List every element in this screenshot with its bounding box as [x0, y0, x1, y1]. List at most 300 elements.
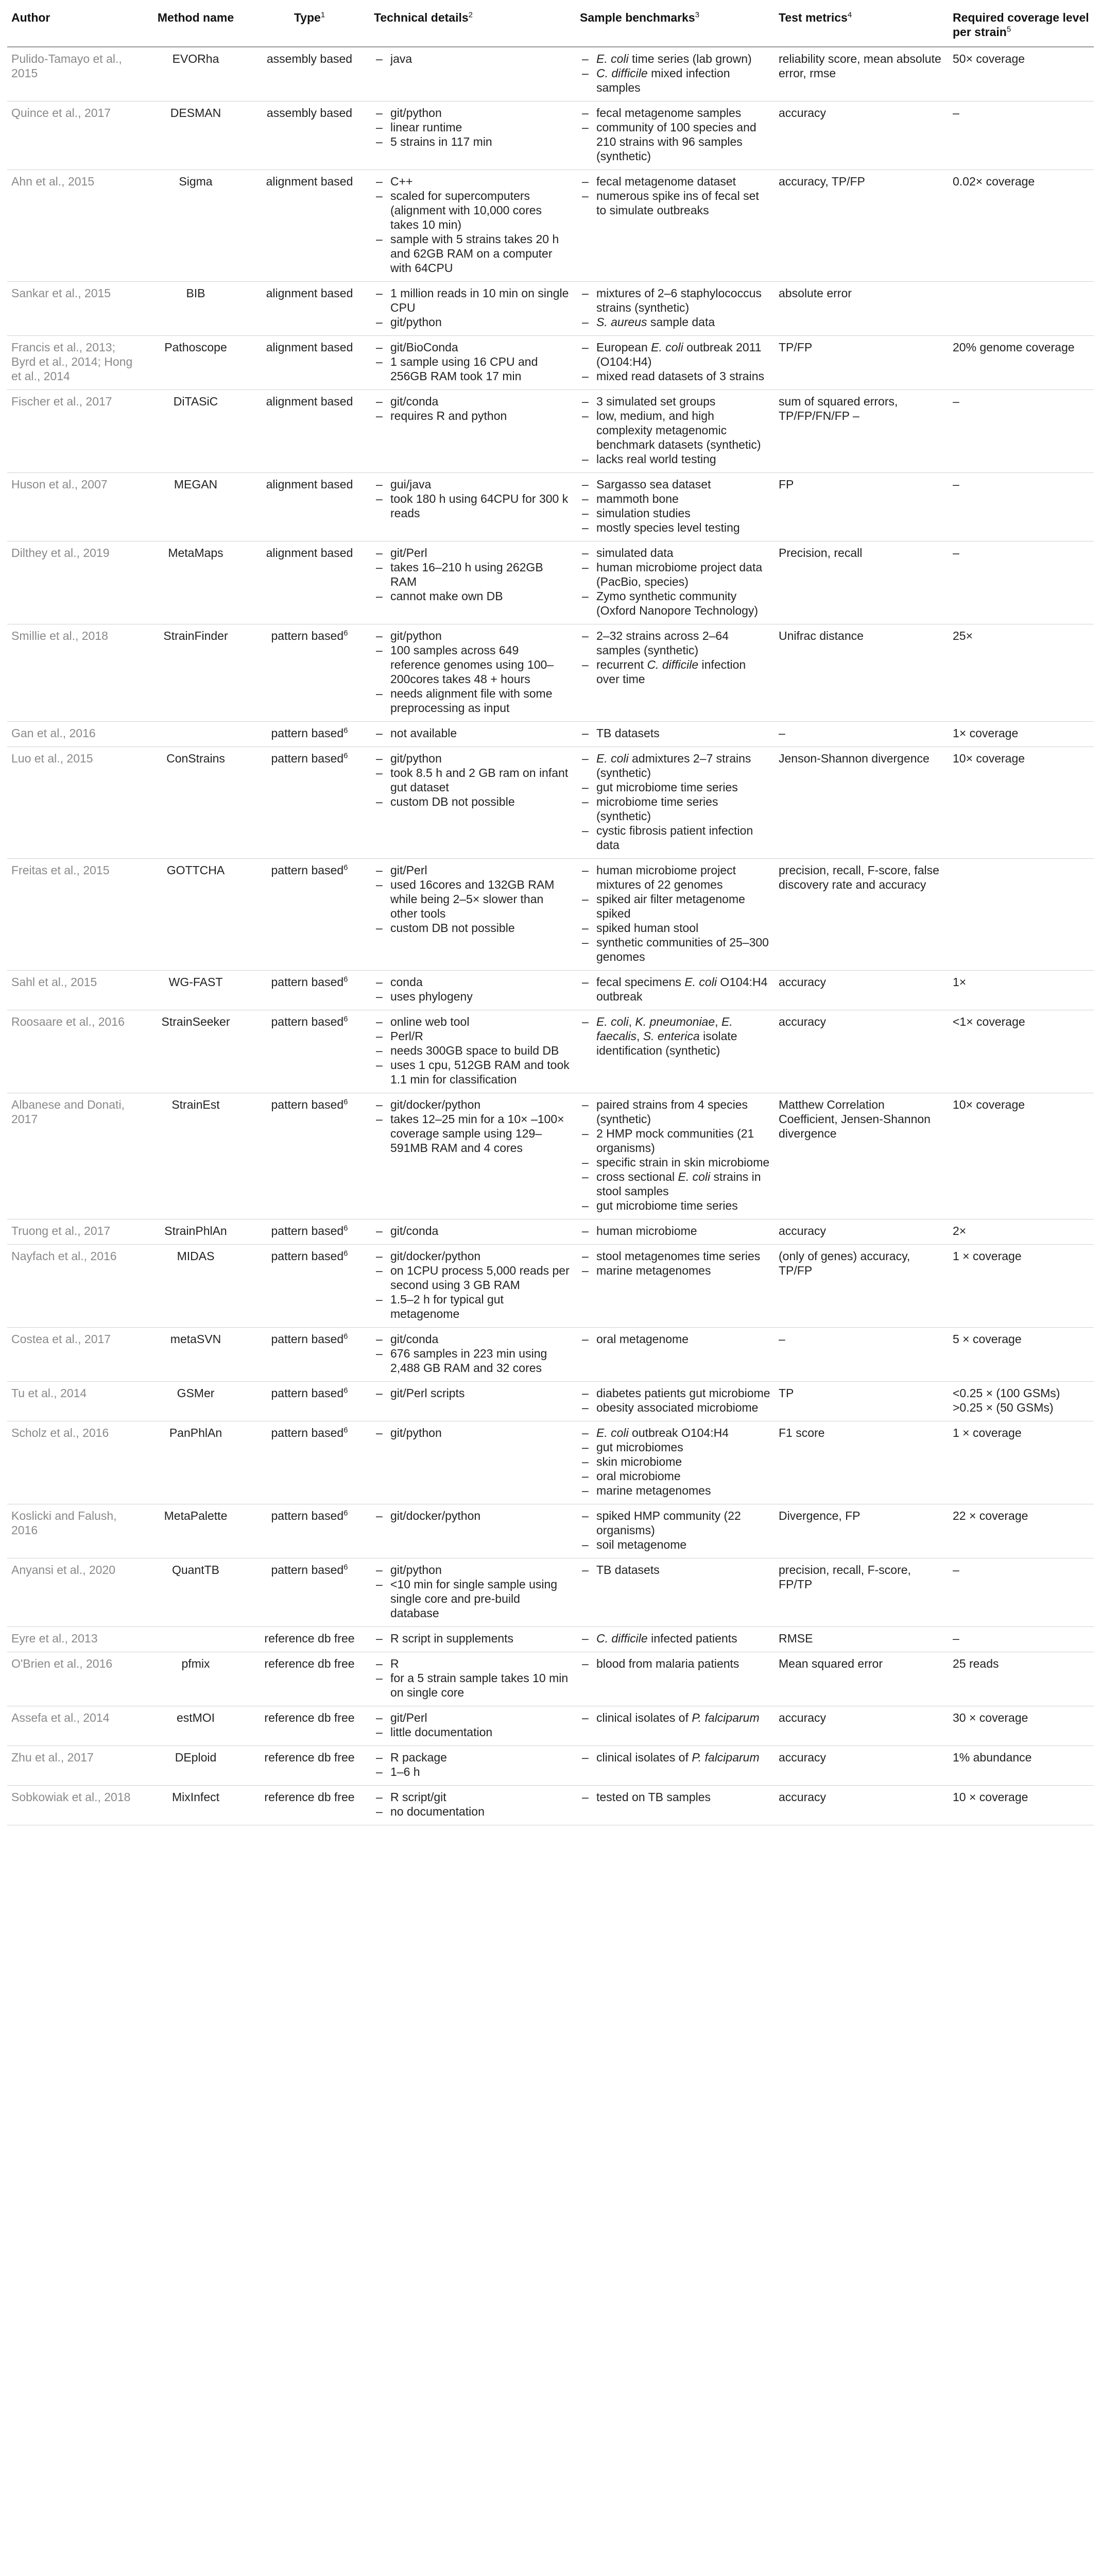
coverage-cell: –: [949, 1627, 1094, 1652]
benchmark-item: – stool metagenomes time series: [580, 1249, 770, 1263]
test-metrics-cell: Mean squared error: [775, 1652, 949, 1706]
technical-details-cell: [370, 47, 576, 101]
type-label: pattern based: [271, 1426, 344, 1439]
benchmark-item: – marine metagenomes: [580, 1263, 770, 1278]
sample-benchmarks-cell-list: [580, 106, 770, 163]
benchmark-item: – clinical isolates of P. falciparum: [580, 1750, 770, 1765]
technical-details-cell-list: [374, 1656, 572, 1700]
coverage-cell: 1% abundance: [949, 1746, 1094, 1786]
method-name-cell: [142, 1627, 249, 1652]
type-label: pattern based: [271, 1015, 344, 1028]
author-cell: Nayfach et al., 2016: [7, 1245, 142, 1328]
italic-taxon: E. coli: [684, 975, 717, 989]
type-cell: [249, 971, 370, 1010]
technical-details-cell-list: [374, 1014, 572, 1087]
technical-detail-item: – custom DB not possible: [374, 921, 572, 935]
header-technical-details: Technical details$^2$: [370, 0, 576, 47]
coverage-cell: 10 × coverage: [949, 1786, 1094, 1825]
benchmark-item: – mixed read datasets of 3 strains: [580, 369, 770, 383]
coverage-cell: [949, 282, 1094, 336]
benchmark-item: – mammoth bone: [580, 492, 770, 506]
type-label: pattern based: [271, 726, 344, 740]
technical-detail-item: – on 1CPU process 5,000 reads per second using 3 GB RAM: [374, 1263, 572, 1292]
author-cell: Scholz et al., 2016: [7, 1421, 142, 1504]
technical-details-cell-list: [374, 477, 572, 520]
italic-taxon: S. enterica: [643, 1029, 700, 1043]
test-metrics-cell: accuracy: [775, 1746, 949, 1786]
technical-details-cell-list: [374, 52, 572, 66]
technical-detail-item: – gui/java: [374, 477, 572, 492]
author-cell: Quince et al., 2017: [7, 101, 142, 170]
type-label: reference db free: [264, 1657, 355, 1670]
technical-detail-item: – uses phylogeny: [374, 989, 572, 1004]
technical-detail-item: – git/conda: [374, 1224, 572, 1238]
method-name-cell: BIB: [142, 282, 249, 336]
benchmark-item: – E. coli admixtures 2–7 strains (synthetic): [580, 751, 770, 780]
coverage-cell: 1×: [949, 971, 1094, 1010]
benchmark-item: – clinical isolates of P. falciparum: [580, 1710, 770, 1725]
technical-details-cell-list: [374, 1332, 572, 1375]
sample-benchmarks-cell: [576, 1421, 775, 1504]
type-footnote-marker: 6: [343, 726, 348, 735]
technical-detail-item: – 1 sample using 16 CPU and 256GB RAM took 17 min: [374, 354, 572, 383]
table-row: [7, 1093, 1094, 1219]
technical-detail-item: – not available: [374, 726, 572, 740]
benchmark-item: – oral metagenome: [580, 1332, 770, 1346]
type-label: assembly based: [266, 106, 353, 120]
type-label: assembly based: [266, 52, 353, 65]
type-label: pattern based: [271, 1098, 344, 1111]
table-row: [7, 1382, 1094, 1421]
type-label: alignment based: [266, 341, 353, 354]
benchmark-item: – E. coli outbreak O104:H4: [580, 1426, 770, 1440]
benchmark-item: – 2 HMP mock communities (21 organisms): [580, 1126, 770, 1155]
technical-details-cell-list: [374, 1509, 572, 1523]
sample-benchmarks-cell: [576, 1558, 775, 1627]
technical-details-cell: [370, 1328, 576, 1382]
table-row: [7, 747, 1094, 859]
type-footnote-marker: 6: [343, 975, 348, 984]
sample-benchmarks-cell: [576, 47, 775, 101]
italic-taxon: E. coli: [596, 752, 629, 765]
technical-detail-item: – custom DB not possible: [374, 794, 572, 809]
technical-details-cell: [370, 1219, 576, 1245]
coverage-cell: 30 × coverage: [949, 1706, 1094, 1746]
table-row: [7, 170, 1094, 282]
test-metrics-cell: accuracy: [775, 1786, 949, 1825]
table-row: [7, 971, 1094, 1010]
technical-detail-item: – uses 1 cpu, 512GB RAM and took 1.1 min for classification: [374, 1058, 572, 1087]
test-metrics-cell: precision, recall, F-score, false discovery rate and accuracy: [775, 859, 949, 971]
table-row: [7, 1627, 1094, 1652]
test-metrics-cell: absolute error: [775, 282, 949, 336]
header-row: [7, 0, 1094, 47]
coverage-cell: 22 × coverage: [949, 1504, 1094, 1558]
type-cell: [249, 390, 370, 473]
test-metrics-cell: –: [775, 1328, 949, 1382]
coverage-cell: –: [949, 541, 1094, 624]
method-name-cell: estMOI: [142, 1706, 249, 1746]
technical-details-cell-list: [374, 1790, 572, 1819]
sample-benchmarks-cell-list: [580, 1332, 770, 1346]
sample-benchmarks-cell-list: [580, 1249, 770, 1278]
method-name-cell: DiTASiC: [142, 390, 249, 473]
coverage-cell: 10× coverage: [949, 747, 1094, 859]
technical-detail-item: – R: [374, 1656, 572, 1671]
italic-taxon: C. difficile: [596, 66, 648, 80]
type-footnote-marker: 6: [343, 863, 348, 872]
type-label: alignment based: [266, 478, 353, 491]
benchmark-item: – synthetic communities of 25–300 genomes: [580, 935, 770, 964]
test-metrics-cell: F1 score: [775, 1421, 949, 1504]
sample-benchmarks-cell-list: [580, 1790, 770, 1804]
technical-details-cell: [370, 624, 576, 722]
table-row: [7, 1558, 1094, 1627]
type-cell: [249, 47, 370, 101]
table-body: [7, 47, 1094, 1825]
type-label: pattern based: [271, 1224, 344, 1238]
sample-benchmarks-cell: [576, 859, 775, 971]
sample-benchmarks-cell-list: [580, 477, 770, 535]
table-header: [7, 0, 1094, 47]
header-method-name: Method name: [142, 0, 249, 47]
test-metrics-cell: Divergence, FP: [775, 1504, 949, 1558]
technical-detail-item: – git/Perl: [374, 863, 572, 877]
technical-detail-item: – for a 5 strain sample takes 10 min on single core: [374, 1671, 572, 1700]
technical-detail-item: – git/python: [374, 106, 572, 120]
test-metrics-cell: accuracy: [775, 101, 949, 170]
italic-taxon: E. coli: [678, 1170, 711, 1183]
sample-benchmarks-cell: [576, 1786, 775, 1825]
technical-detail-item: – no documentation: [374, 1804, 572, 1819]
coverage-cell: <0.25 × (100 GSMs) >0.25 × (50 GSMs): [949, 1382, 1094, 1421]
author-cell: Koslicki and Falush, 2016: [7, 1504, 142, 1558]
benchmark-item: – simulated data: [580, 546, 770, 560]
type-cell: [249, 624, 370, 722]
table-row: [7, 1421, 1094, 1504]
type-cell: [249, 1421, 370, 1504]
test-metrics-cell: FP: [775, 473, 949, 541]
technical-details-cell-list: [374, 174, 572, 275]
type-label: reference db free: [264, 1711, 355, 1724]
method-name-cell: StrainSeeker: [142, 1010, 249, 1093]
coverage-cell: –: [949, 1558, 1094, 1627]
method-name-cell: [142, 722, 249, 747]
type-footnote-marker: 6: [343, 1249, 348, 1258]
type-footnote-marker: 6: [343, 1509, 348, 1518]
sample-benchmarks-cell: [576, 722, 775, 747]
type-cell: [249, 1328, 370, 1382]
technical-details-cell: [370, 282, 576, 336]
technical-detail-item: – R script/git: [374, 1790, 572, 1804]
technical-details-cell-list: [374, 1563, 572, 1620]
benchmark-item: – skin microbiome: [580, 1454, 770, 1469]
coverage-cell: 2×: [949, 1219, 1094, 1245]
table-row: [7, 47, 1094, 101]
benchmark-item: – recurrent C. difficile infection over time: [580, 657, 770, 686]
technical-detail-item: – 5 strains in 117 min: [374, 134, 572, 149]
type-cell: [249, 1746, 370, 1786]
method-name-cell: DEploid: [142, 1746, 249, 1786]
method-name-cell: DESMAN: [142, 101, 249, 170]
benchmark-item: – E. coli time series (lab grown): [580, 52, 770, 66]
author-cell: Huson et al., 2007: [7, 473, 142, 541]
benchmark-item: – TB datasets: [580, 1563, 770, 1577]
test-metrics-cell: TP: [775, 1382, 949, 1421]
coverage-cell: 5 × coverage: [949, 1328, 1094, 1382]
benchmark-item: – C. difficile infected patients: [580, 1631, 770, 1646]
type-label: pattern based: [271, 1332, 344, 1346]
method-name-cell: WG-FAST: [142, 971, 249, 1010]
technical-detail-item: – sample with 5 strains takes 20 h and 62GB RAM on a computer with 64CPU: [374, 232, 572, 275]
sample-benchmarks-cell: [576, 747, 775, 859]
type-label: pattern based: [271, 1386, 344, 1400]
type-label: pattern based: [271, 863, 344, 877]
italic-taxon: P. falciparum: [692, 1711, 760, 1724]
technical-detail-item: – 1.5–2 h for typical gut metagenome: [374, 1292, 572, 1321]
sample-benchmarks-cell: [576, 1093, 775, 1219]
coverage-cell: –: [949, 101, 1094, 170]
italic-taxon: P. falciparum: [692, 1751, 760, 1764]
author-cell: Ahn et al., 2015: [7, 170, 142, 282]
type-cell: [249, 859, 370, 971]
technical-details-cell: [370, 390, 576, 473]
type-cell: [249, 1706, 370, 1746]
type-footnote-marker: 6: [343, 629, 348, 638]
test-metrics-cell: sum of squared errors, TP/FP/FN/FP –: [775, 390, 949, 473]
technical-details-cell-list: [374, 1750, 572, 1779]
sample-benchmarks-cell-list: [580, 1631, 770, 1646]
benchmark-item: – gut microbiome time series: [580, 780, 770, 794]
benchmark-item: – blood from malaria patients: [580, 1656, 770, 1671]
type-label: reference db free: [264, 1790, 355, 1804]
benchmark-item: – spiked human stool: [580, 921, 770, 935]
technical-details-cell: [370, 1245, 576, 1328]
table-row: [7, 1706, 1094, 1746]
technical-detail-item: – java: [374, 52, 572, 66]
header-author: Author: [7, 0, 142, 47]
benchmark-item: – obesity associated microbiome: [580, 1400, 770, 1415]
type-label: alignment based: [266, 395, 353, 408]
technical-details-cell: [370, 1706, 576, 1746]
header-type: Type$^1$: [249, 0, 370, 47]
sample-benchmarks-cell: [576, 336, 775, 390]
sample-benchmarks-cell: [576, 1706, 775, 1746]
method-name-cell: GSMer: [142, 1382, 249, 1421]
test-metrics-cell: accuracy: [775, 1706, 949, 1746]
coverage-cell: [949, 859, 1094, 971]
sample-benchmarks-cell-list: [580, 1224, 770, 1238]
method-name-cell: MixInfect: [142, 1786, 249, 1825]
benchmark-item: – fecal metagenome dataset: [580, 174, 770, 189]
technical-details-cell-list: [374, 546, 572, 603]
author-cell: Pulido-Tamayo et al., 2015: [7, 47, 142, 101]
coverage-cell: –: [949, 390, 1094, 473]
technical-detail-item: – 1–6 h: [374, 1765, 572, 1779]
benchmark-item: – spiked HMP community (22 organisms): [580, 1509, 770, 1537]
table-row: [7, 1504, 1094, 1558]
type-footnote-marker: 6: [343, 1097, 348, 1107]
technical-detail-item: – took 180 h using 64CPU for 300 k reads: [374, 492, 572, 520]
benchmark-item: – mixtures of 2–6 staphylococcus strains (synthetic): [580, 286, 770, 315]
benchmark-item: – spiked air filter metagenome spiked: [580, 892, 770, 921]
type-cell: [249, 101, 370, 170]
type-footnote-marker: 6: [343, 1386, 348, 1395]
technical-detail-item: – conda: [374, 975, 572, 989]
test-metrics-cell: reliability score, mean absolute error, rmse: [775, 47, 949, 101]
coverage-cell: 10× coverage: [949, 1093, 1094, 1219]
benchmark-item: – Sargasso sea dataset: [580, 477, 770, 492]
technical-details-cell: [370, 170, 576, 282]
technical-detail-item: – R script in supplements: [374, 1631, 572, 1646]
technical-detail-item: – git/conda: [374, 394, 572, 409]
technical-details-cell-list: [374, 1249, 572, 1321]
technical-detail-item: – git/python: [374, 1426, 572, 1440]
technical-detail-item: – <10 min for single sample using single core and pre-build database: [374, 1577, 572, 1620]
sample-benchmarks-cell-list: [580, 546, 770, 618]
author-cell: Sahl et al., 2015: [7, 971, 142, 1010]
technical-detail-item: – git/python: [374, 315, 572, 329]
italic-taxon: S. aureus: [596, 315, 647, 329]
method-name-cell: MIDAS: [142, 1245, 249, 1328]
sample-benchmarks-cell-list: [580, 1509, 770, 1552]
method-name-cell: MetaPalette: [142, 1504, 249, 1558]
italic-taxon: E. coli: [596, 52, 629, 65]
technical-detail-item: – takes 12–25 min for a 10× –100× coverage sample using 129–591MB RAM and 4 cores: [374, 1112, 572, 1155]
author-cell: Assefa et al., 2014: [7, 1706, 142, 1746]
method-name-cell: StrainFinder: [142, 624, 249, 722]
table-row: [7, 1219, 1094, 1245]
benchmark-item: – 3 simulated set groups: [580, 394, 770, 409]
type-cell: [249, 541, 370, 624]
benchmark-item: – 2–32 strains across 2–64 samples (synthetic): [580, 629, 770, 657]
test-metrics-cell: precision, recall, F-score, FP/TP: [775, 1558, 949, 1627]
test-metrics-cell: Matthew Correlation Coefficient, Jensen-Shannon divergence: [775, 1093, 949, 1219]
sample-benchmarks-cell: [576, 1746, 775, 1786]
method-name-cell: StrainPhlAn: [142, 1219, 249, 1245]
benchmark-item: – marine metagenomes: [580, 1483, 770, 1498]
author-cell: Freitas et al., 2015: [7, 859, 142, 971]
benchmark-item: – Zymo synthetic community (Oxford Nanopore Technology): [580, 589, 770, 618]
benchmark-item: – European E. coli outbreak 2011 (O104:H4): [580, 340, 770, 369]
benchmark-item: – soil metagenome: [580, 1537, 770, 1552]
technical-detail-item: – used 16cores and 132GB RAM while being 2–5× slower than other tools: [374, 877, 572, 921]
technical-details-cell-list: [374, 751, 572, 809]
author-cell: Sobkowiak et al., 2018: [7, 1786, 142, 1825]
method-name-cell: metaSVN: [142, 1328, 249, 1382]
test-metrics-cell: Precision, recall: [775, 541, 949, 624]
technical-detail-item: – git/conda: [374, 1332, 572, 1346]
technical-details-cell: [370, 1504, 576, 1558]
table-row: [7, 1010, 1094, 1093]
test-metrics-cell: TP/FP: [775, 336, 949, 390]
technical-details-cell: [370, 1382, 576, 1421]
sample-benchmarks-cell: [576, 541, 775, 624]
table-row: [7, 541, 1094, 624]
benchmark-item: – simulation studies: [580, 506, 770, 520]
technical-detail-item: – git/docker/python: [374, 1249, 572, 1263]
technical-detail-item: – requires R and python: [374, 409, 572, 423]
sample-benchmarks-cell-list: [580, 751, 770, 852]
method-name-cell: pfmix: [142, 1652, 249, 1706]
sample-benchmarks-cell-list: [580, 726, 770, 740]
benchmark-item: – gut microbiome time series: [580, 1198, 770, 1213]
benchmark-item: – lacks real world testing: [580, 452, 770, 466]
technical-details-cell: [370, 1010, 576, 1093]
type-footnote-marker: 6: [343, 751, 348, 760]
author-cell: Francis et al., 2013; Byrd et al., 2014; Hong et al., 2014: [7, 336, 142, 390]
table-row: [7, 859, 1094, 971]
sample-benchmarks-cell-list: [580, 1563, 770, 1577]
table-row: [7, 1245, 1094, 1328]
header-test-metrics: Test metrics$^4$: [775, 0, 949, 47]
type-cell: [249, 1093, 370, 1219]
author-cell: Costea et al., 2017: [7, 1328, 142, 1382]
technical-details-cell: [370, 1627, 576, 1652]
type-footnote-marker: 6: [343, 1426, 348, 1435]
benchmark-item: – human microbiome: [580, 1224, 770, 1238]
technical-details-cell-list: [374, 394, 572, 423]
type-cell: [249, 1010, 370, 1093]
type-cell: [249, 747, 370, 859]
test-metrics-cell: accuracy: [775, 1219, 949, 1245]
test-metrics-cell: Jenson-Shannon divergence: [775, 747, 949, 859]
sample-benchmarks-cell-list: [580, 174, 770, 217]
table-row: [7, 473, 1094, 541]
table-row: [7, 336, 1094, 390]
table-row: [7, 282, 1094, 336]
technical-details-cell: [370, 1786, 576, 1825]
benchmark-item: – C. difficile mixed infection samples: [580, 66, 770, 95]
table-row: [7, 390, 1094, 473]
italic-taxon: E. faecalis: [596, 1015, 733, 1043]
method-name-cell: PanPhlAn: [142, 1421, 249, 1504]
technical-details-cell: [370, 101, 576, 170]
method-name-cell: QuantTB: [142, 1558, 249, 1627]
benchmark-item: – cystic fibrosis patient infection data: [580, 823, 770, 852]
technical-detail-item: – little documentation: [374, 1725, 572, 1739]
technical-details-cell-list: [374, 1097, 572, 1155]
benchmark-item: – tested on TB samples: [580, 1790, 770, 1804]
italic-taxon: E. coli: [596, 1426, 629, 1439]
technical-details-cell: [370, 1421, 576, 1504]
method-name-cell: Sigma: [142, 170, 249, 282]
sample-benchmarks-cell: [576, 282, 775, 336]
author-cell: Anyansi et al., 2020: [7, 1558, 142, 1627]
benchmark-item: – cross sectional E. coli strains in stool samples: [580, 1170, 770, 1198]
benchmark-item: – fecal metagenome samples: [580, 106, 770, 120]
benchmark-item: – paired strains from 4 species (synthetic): [580, 1097, 770, 1126]
technical-details-cell-list: [374, 1224, 572, 1238]
benchmark-item: – S. aureus sample data: [580, 315, 770, 329]
test-metrics-cell: Unifrac distance: [775, 624, 949, 722]
coverage-cell: 50× coverage: [949, 47, 1094, 101]
benchmark-item: – community of 100 species and 210 strains with 96 samples (synthetic): [580, 120, 770, 163]
type-footnote-marker: 6: [343, 1014, 348, 1024]
coverage-cell: 1× coverage: [949, 722, 1094, 747]
sample-benchmarks-cell: [576, 1328, 775, 1382]
test-metrics-cell: (only of genes) accuracy, TP/FP: [775, 1245, 949, 1328]
benchmark-item: – numerous spike ins of fecal set to simulate outbreaks: [580, 189, 770, 217]
table-row: [7, 1328, 1094, 1382]
method-name-cell: MetaMaps: [142, 541, 249, 624]
technical-details-cell: [370, 747, 576, 859]
author-cell: Gan et al., 2016: [7, 722, 142, 747]
technical-detail-item: – took 8.5 h and 2 GB ram on infant gut dataset: [374, 766, 572, 794]
test-metrics-cell: RMSE: [775, 1627, 949, 1652]
sample-benchmarks-cell-list: [580, 1750, 770, 1765]
table-row: [7, 1786, 1094, 1825]
